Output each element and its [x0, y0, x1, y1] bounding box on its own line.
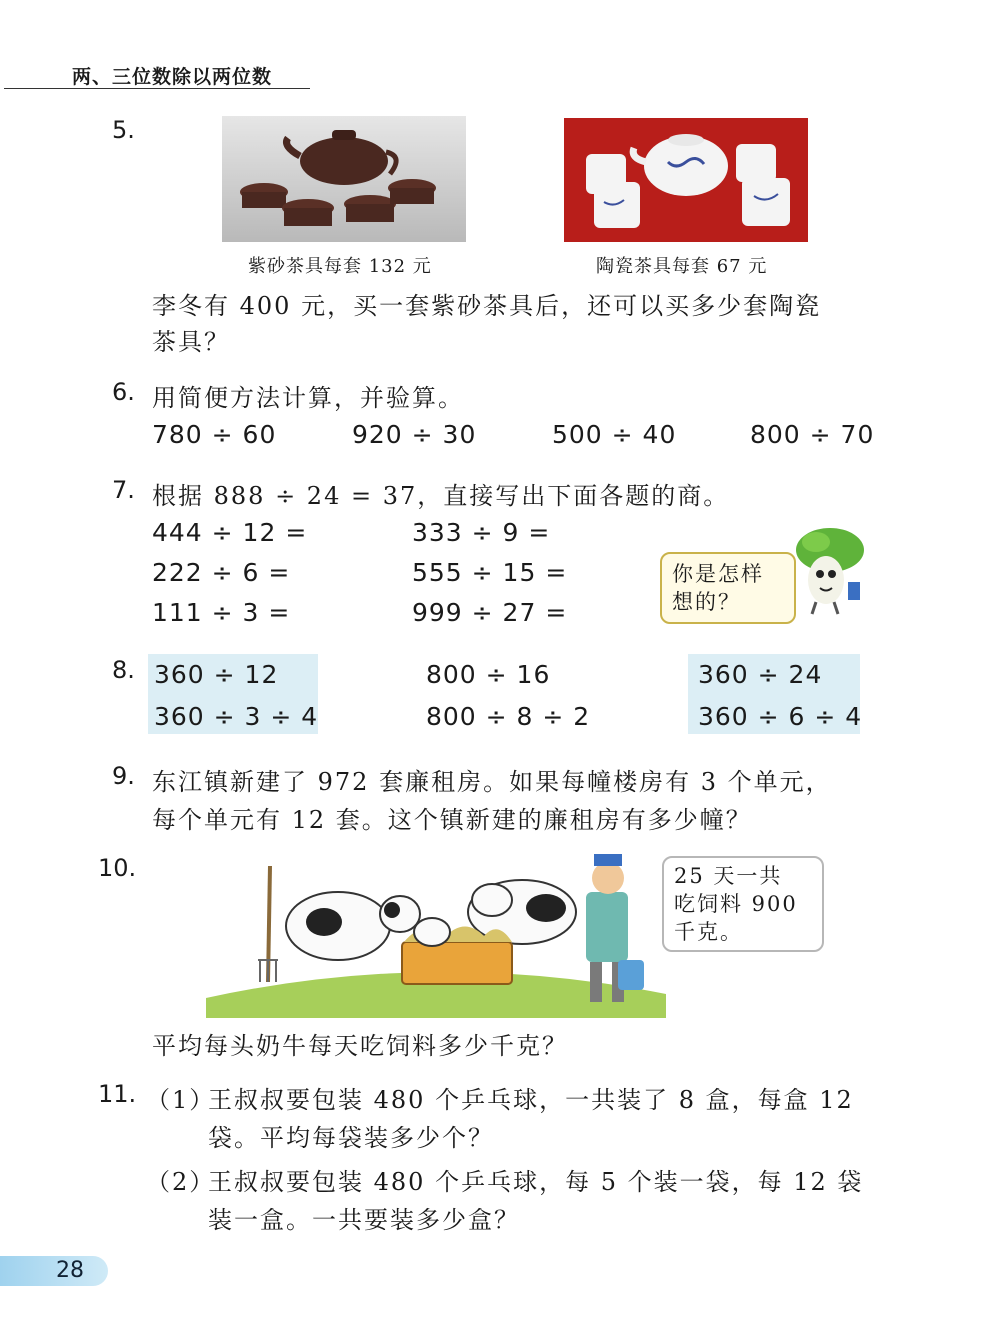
q7-expr: 333 ÷ 9 =: [412, 518, 551, 547]
q8-number: 8.: [112, 656, 135, 684]
q11-part2-label: （2）: [146, 1168, 216, 1196]
q7-expr: 999 ÷ 27 =: [412, 598, 568, 627]
q8-expr: 800 ÷ 16: [426, 660, 551, 689]
q6-number: 6.: [112, 378, 135, 406]
q5-caption-left: 紫砂茶具每套 132 元: [248, 256, 432, 277]
q6-item: 500 ÷ 40: [552, 420, 677, 449]
q7-number: 7.: [112, 476, 135, 504]
q6-item: 800 ÷ 70: [750, 420, 875, 449]
q7-bubble-line2: 想的？: [672, 590, 741, 614]
q11-part1-label: （1）: [146, 1086, 216, 1114]
q5-caption-right: 陶瓷茶具每套 67 元: [596, 256, 768, 277]
q7-thought-bubble: [660, 552, 796, 624]
q5-number: 5.: [112, 116, 135, 144]
chapter-title: 两、三位数除以两位数: [72, 66, 273, 88]
purple-clay-teaset-photo: [222, 116, 466, 242]
q10-question: 平均每头奶牛每天吃饲料多少千克？: [152, 1032, 568, 1060]
dairy-farm-illustration: [206, 852, 666, 1018]
q6-item: 780 ÷ 60: [152, 420, 277, 449]
q6-text: 用简便方法计算，并验算。: [152, 384, 464, 412]
q8-expr: 360 ÷ 3 ÷ 4: [154, 702, 319, 731]
porcelain-teaset-photo: [564, 118, 808, 242]
q11-part1-line2: 袋。平均每袋装多少个？: [208, 1124, 494, 1152]
q8-expr: 360 ÷ 12: [154, 660, 279, 689]
q11-part2-line2: 装一盒。一共要装多少盒？: [208, 1206, 520, 1234]
q9-text-line2: 每个单元有 12 套。这个镇新建的廉租房有多少幢？: [152, 806, 752, 834]
q11-part2-line1: 王叔叔要包装 480 个乒乓球，每 5 个装一袋，每 12 袋: [208, 1168, 864, 1196]
q5-text-line2: 茶具？: [152, 328, 230, 356]
q10-number: 10.: [98, 854, 137, 882]
q10-bubble-line3: 千克。: [674, 920, 743, 944]
cabbage-mascot-illustration: [786, 522, 870, 616]
q11-part1-line1: 王叔叔要包装 480 个乒乓球，一共装了 8 盒，每盒 12: [208, 1086, 854, 1114]
q10-speech-bubble: [662, 856, 824, 952]
q8-expr: 360 ÷ 24: [698, 660, 823, 689]
q9-text-line1: 东江镇新建了 972 套廉租房。如果每幢楼房有 3 个单元，: [152, 768, 832, 796]
page-number-badge: [0, 1256, 108, 1286]
q10-bubble-line2: 吃饲料 900: [674, 892, 798, 916]
q9-number: 9.: [112, 762, 135, 790]
q8-expr: 800 ÷ 8 ÷ 2: [426, 702, 591, 731]
q7-text: 根据 888 ÷ 24 = 37，直接写出下面各题的商。: [152, 482, 730, 510]
q8-expr: 360 ÷ 6 ÷ 4: [698, 702, 863, 731]
q10-bubble-line1: 25 天一共: [674, 864, 783, 888]
q7-bubble-line1: 你是怎样: [672, 562, 764, 586]
q6-item: 920 ÷ 30: [352, 420, 477, 449]
header-rule: [4, 88, 310, 89]
q7-expr: 555 ÷ 15 =: [412, 558, 568, 587]
page-number: 28: [56, 1258, 84, 1283]
q5-text-line1: 李冬有 400 元，买一套紫砂茶具后，还可以买多少套陶瓷: [152, 292, 822, 320]
q7-expr: 444 ÷ 12 =: [152, 518, 308, 547]
q7-expr: 222 ÷ 6 =: [152, 558, 291, 587]
q7-expr: 111 ÷ 3 =: [152, 598, 291, 627]
q11-number: 11.: [98, 1080, 137, 1108]
